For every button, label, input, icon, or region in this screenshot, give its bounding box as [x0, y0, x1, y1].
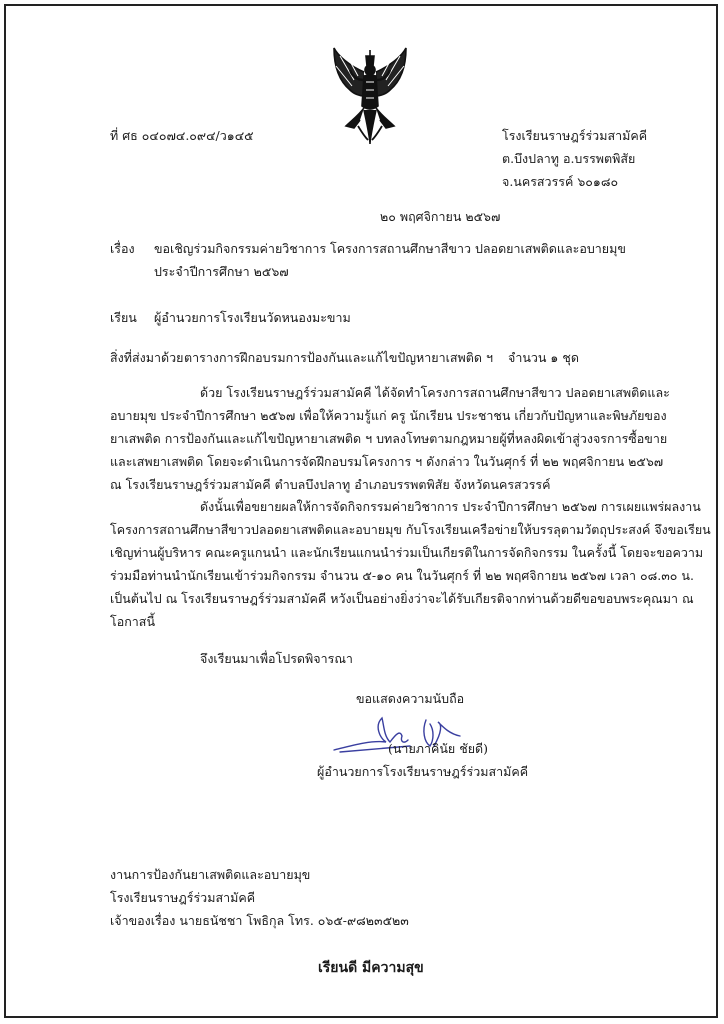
footer-org: โรงเรียนราษฎร์ร่วมสามัคคี [110, 890, 256, 905]
body-line: โครงการสถานศึกษาสีขาวปลอดยาเสพติดและอบายมุข กับโรงเรียนเครือข่ายให้บรรลุตามวัตถุประสงค์ จึงขอเรียน [110, 522, 711, 537]
sender-org-name: โรงเรียนราษฎร์ร่วมสามัคคี [502, 128, 648, 143]
footer-department: งานการป้องกันยาเสพติดและอบายมุข [110, 867, 311, 882]
school-motto: เรียนดี มีความสุข [318, 960, 424, 976]
garuda-emblem-icon [330, 46, 410, 146]
closing-request: จึงเรียนมาเพื่อโปรดพิจารณา [200, 651, 353, 666]
to-recipient: ผู้อำนวยการโรงเรียนวัดหนองมะขาม [154, 310, 351, 325]
enclosure-value: ตารางการฝึกอบรมการป้องกันและแก้ไขปัญหายาเสพติด ฯ [184, 350, 493, 365]
sender-address-line2: จ.นครสวรรค์ ๖๐๑๘๐ [502, 174, 619, 189]
document-number: ที่ ศธ ๐๔๐๗๔.๐๙๔/ว๑๔๕ [110, 128, 254, 143]
subject-line1: ขอเชิญร่วมกิจกรรมค่ายวิชาการ โครงการสถานศึกษาสีขาว ปลอดยาเสพติดและอบายมุข [154, 241, 626, 256]
body-line: เป็นต้นไป ณ โรงเรียนราษฎร์ร่วมสามัคคี หวังเป็นอย่างยิ่งว่าจะได้รับเกียรติจากท่านด้วยดีขอขอบพระคุณมา ณ [110, 591, 694, 606]
body-line: โอกาสนี้ [110, 614, 155, 629]
body-line: ร่วมมือท่านนำนักเรียนเข้าร่วมกิจกรรม จำนวน ๕-๑๐ คน ในวันศุกร์ ที่ ๒๒ พฤศจิกายน ๒๕๖๗ เวลา ๐๘.๓๐ น. [110, 568, 694, 583]
sender-address-line1: ต.บึงปลาทู อ.บรรพตพิสัย [502, 151, 636, 166]
body-line: ด้วย โรงเรียนราษฎร์ร่วมสามัคคี ได้จัดทำโครงการสถานศึกษาสีขาว ปลอดยาเสพติดและ [200, 385, 670, 400]
signer-position: ผู้อำนวยการโรงเรียนราษฎร์ร่วมสามัคคี [317, 764, 529, 779]
closing-salutation: ขอแสดงความนับถือ [356, 691, 465, 706]
body-line: อบายมุข ประจำปีการศึกษา ๒๕๖๗ เพื่อให้ความรู้แก่ ครู นักเรียน ประชาชน เกี่ยวกับปัญหาและพิษภัยของ [110, 408, 667, 423]
body-line: ณ โรงเรียนราษฎร์ร่วมสามัคคี ตำบลบึงปลาทู อำเภอบรรพตพิสัย จังหวัดนครสวรรค์ [110, 477, 551, 492]
enclosure-qty: จำนวน ๑ ชุด [508, 350, 579, 365]
subject-line2: ประจำปีการศึกษา ๒๕๖๗ [154, 264, 289, 279]
body-line: เชิญท่านผู้บริหาร คณะครูแกนนำ และนักเรียนแกนนำร่วมเป็นเกียรติในการจัดกิจกรรม ในครั้งนี้ โดยจะขอความ [110, 545, 704, 560]
subject-label: เรื่อง [110, 241, 135, 256]
document-date: ๒๐ พฤศจิกายน ๒๕๖๗ [380, 209, 501, 224]
to-label: เรียน [110, 310, 137, 325]
footer-contact: เจ้าของเรื่อง นายธนัชชา โพธิกุล โทร. ๐๖๕-๙๘๒๓๕๒๓ [110, 913, 409, 928]
body-line: และเสพยาเสพติด โดยจะดำเนินการจัดฝึกอบรมโครงการ ฯ ดังกล่าว ในวันศุกร์ ที่ ๒๒ พฤศจิกายน ๒๕๖๗ [110, 454, 664, 469]
body-line: ดังนั้นเพื่อขยายผลให้การจัดกิจกรรมค่ายวิชาการ ประจำปีการศึกษา ๒๕๖๗ การเผยแพร่ผลงาน [200, 499, 701, 514]
signer-name: (นายภาคินัย ชัยดี) [388, 741, 489, 756]
body-line: ยาเสพติด การป้องกันและแก้ไขปัญหายาเสพติด ฯ บทลงโทษตามกฎหมายผู้ที่หลงผิดเข้าสู่วงจรการซื้อขาย [110, 431, 668, 446]
enclosure-label: สิ่งที่ส่งมาด้วย [110, 350, 184, 365]
